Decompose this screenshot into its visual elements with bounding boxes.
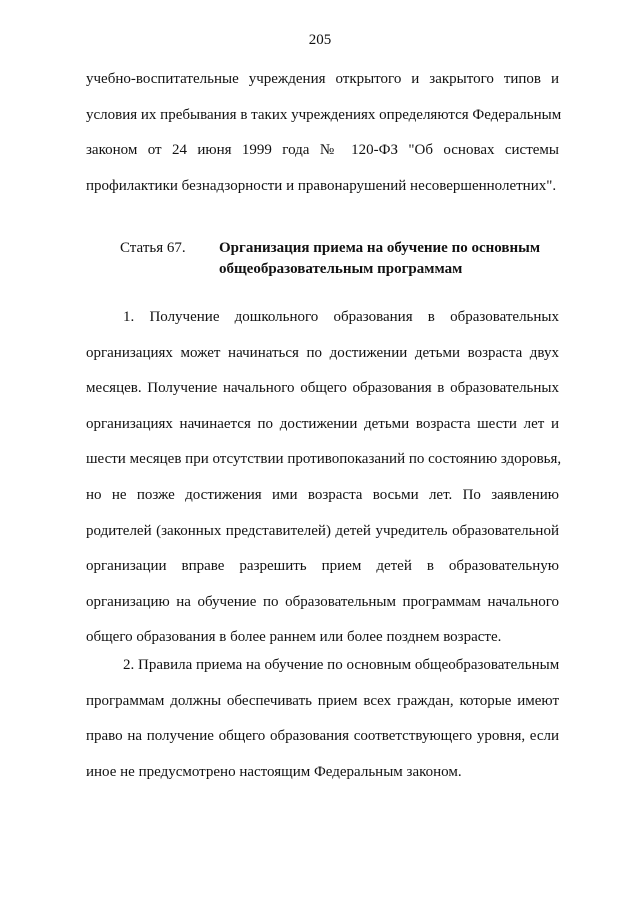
paragraph-2 [86,648,559,790]
article-title-line: общеобразовательным программам [219,261,463,277]
text-line: организациях начинается по достижении детьми возраста шести лет и [86,415,559,432]
text-line: общего образования в более раннем или более позднем возрасте. [86,629,502,646]
text-line: учебно-воспитательные учреждения открытого и закрытого типов и [86,71,559,87]
text-line: иное не предусмотрено настоящим Федеральным законом. [86,763,462,780]
text-line: законом от 24 июня 1999 года № 120-ФЗ "Об основах системы [86,142,559,159]
text-line: месяцев. Получение начального общего образования в образовательных [86,380,559,397]
page-number: 205 [308,32,332,48]
text-line: организации вправе разрешить прием детей в образовательную [86,558,559,575]
intro-paragraph [86,62,562,204]
article-title [219,238,569,280]
text-line: 1. Получение дошкольного образования в образовательных [123,309,559,325]
paragraph-1 [86,300,562,656]
text-line: условия их пребывания в таких учреждениях определяются Федеральным [86,106,562,123]
text-line: организациях может начинаться по достижении детьми возраста двух [86,344,559,361]
text-line: шести месяцев при отсутствии противопоказаний по состоянию здоровья, [86,451,562,468]
text-line: право на получение общего образования соответствующего уровня, если [86,728,559,745]
article-title-line: Организация приема на обучение по основным [219,240,541,256]
text-line: профилактики безнадзорности и правонарушений несовершеннолетних". [86,177,557,194]
text-line: 2. Правила приема на обучение по основным общеобразовательным [123,657,560,673]
text-line: организацию на обучение по образовательным программам начального [86,593,559,610]
article-number: Статья 67. [120,240,186,256]
text-line: но не позже достижения ими возраста восьми лет. По заявлению [86,486,559,503]
text-line: программам должны обеспечивать прием всех граждан, которые имеют [86,692,559,709]
text-line: родителей (законных представителей) детей учредитель образовательной [86,522,559,539]
